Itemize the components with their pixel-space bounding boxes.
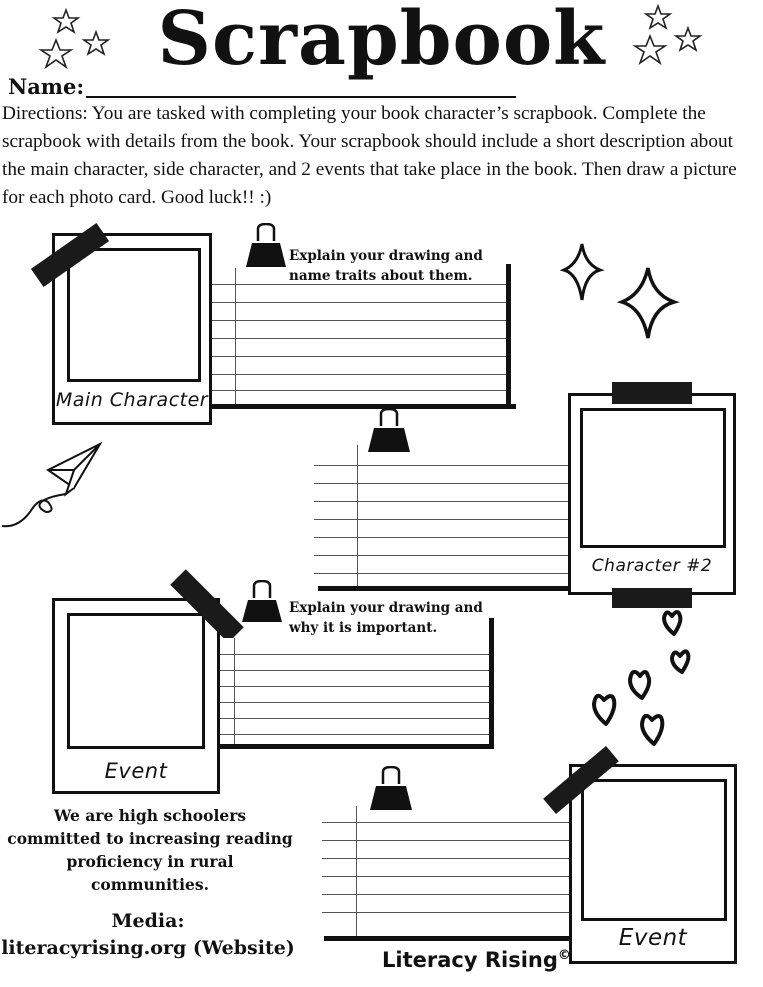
star-icon-cluster-left [36,6,116,70]
name-label: Name: [8,74,85,99]
binder-clip-icon [368,766,416,812]
event2-notes[interactable] [322,806,572,936]
page-title: Scrapbook [157,0,606,82]
tape-strip [612,382,692,404]
prompt-line: name traits about them. [289,268,473,284]
character2-photo-box[interactable] [580,408,726,548]
prompt-line: Explain your drawing and [289,248,483,264]
name-field[interactable] [86,96,516,98]
main-character-photo-box[interactable] [67,248,201,382]
event1-notes[interactable] [220,638,490,748]
event1-caption: Event [104,759,168,783]
prompt-line: why it is important. [289,620,438,636]
mission-line: proficiency in rural [66,852,234,871]
paper-shadow [324,936,574,941]
paper-plane-icon [0,440,110,535]
binder-clip-icon [366,408,414,454]
mission-line: We are high schoolers [53,806,247,825]
paper-shadow [318,586,576,591]
mission-line: committed to increasing reading [7,829,293,848]
copyright-symbol: © [557,948,571,963]
event1-card [52,598,220,794]
event1-photo-box[interactable] [67,613,205,749]
sparkle-icon [560,238,690,348]
character2-notes[interactable] [314,445,570,587]
media-label: Media: [111,910,185,932]
binder-clip-icon [244,223,290,269]
media-section [0,908,296,962]
star-icon-cluster-right [628,2,708,70]
prompt-line: Explain your drawing and [289,600,483,616]
event1-prompt [289,598,499,638]
brand-logo [382,948,571,972]
paper-shadow [212,404,516,409]
character2-card [568,393,736,595]
mission-statement [0,804,300,896]
paper-shadow [220,744,494,749]
directions-text: Directions: You are tasked with completing your book character’s scrapbook. Complete the scrapbook with details from the book. Your scrapbook should include a short description about the main character, side character, and 2 events that take place in the book. Then draw a picture for each photo card. Good luck!! :) [2,103,737,208]
hearts-icon [586,604,706,754]
brand-name: Literacy Rising [382,948,558,972]
media-link[interactable]: literacyrising.org (Website) [1,937,295,959]
character2-caption: Character #2 [591,556,713,576]
event2-card [569,764,737,964]
mission-line: communities. [90,875,210,894]
main-character-caption: Main Character [55,389,209,411]
event2-caption: Event [618,925,688,951]
main-character-prompt [289,246,509,286]
binder-clip-icon [240,580,286,624]
main-character-notes[interactable] [212,268,510,408]
event2-photo-box[interactable] [581,779,727,921]
